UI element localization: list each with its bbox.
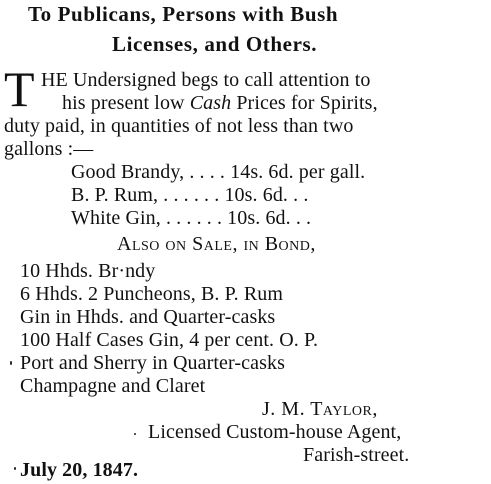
intro-line-3: duty paid, in quantities of not less than two bbox=[4, 115, 354, 137]
bond-item-3: Gin in Hhds. and Quarter-casks bbox=[20, 306, 276, 328]
bond-item-1: 10 Hhds. Br·ndy bbox=[20, 260, 156, 282]
intro-cash-italic: Cash bbox=[189, 92, 232, 114]
signature-address: Farish-street. bbox=[303, 444, 410, 466]
bond-item-4: 100 Half Cases Gin, 4 per cent. O. P. bbox=[20, 329, 319, 351]
print-speck bbox=[14, 467, 16, 470]
bond-item-2: 6 Hhds. 2 Puncheons, B. P. Rum bbox=[20, 283, 284, 305]
heading-line-1: To Publicans, Persons with Bush bbox=[28, 2, 339, 26]
print-speck bbox=[10, 361, 12, 365]
price-line-rum: B. P. Rum, . . . . . . 10s. 6d. . . bbox=[71, 184, 309, 206]
price-line-brandy: Good Brandy, . . . . 14s. 6d. per gall. bbox=[71, 161, 366, 183]
drop-cap: T bbox=[4, 61, 35, 117]
signature-name: J. M. Taylor, bbox=[262, 398, 378, 420]
intro-line-1: HE Undersigned begs to call attention to bbox=[41, 69, 371, 91]
print-speck bbox=[134, 433, 136, 435]
heading-line-2: Licenses, and Others. bbox=[112, 32, 318, 56]
intro-line-2-pre: his present low bbox=[62, 92, 190, 114]
intro-line-2 bbox=[62, 91, 378, 115]
date-line: July 20, 1847. bbox=[20, 459, 139, 481]
price-line-gin: White Gin, . . . . . . 10s. 6d. . . bbox=[71, 207, 312, 229]
intro-line-4: gallons :— bbox=[4, 138, 94, 160]
bond-item-6: Champagne and Claret bbox=[20, 375, 206, 397]
intro-line-2-post: Prices for Spirits, bbox=[231, 92, 378, 114]
signature-title: Licensed Custom-house Agent, bbox=[148, 421, 402, 443]
bond-heading: Also on Sale, in Bond, bbox=[117, 233, 316, 255]
bond-item-5: Port and Sherry in Quarter-casks bbox=[20, 352, 285, 374]
